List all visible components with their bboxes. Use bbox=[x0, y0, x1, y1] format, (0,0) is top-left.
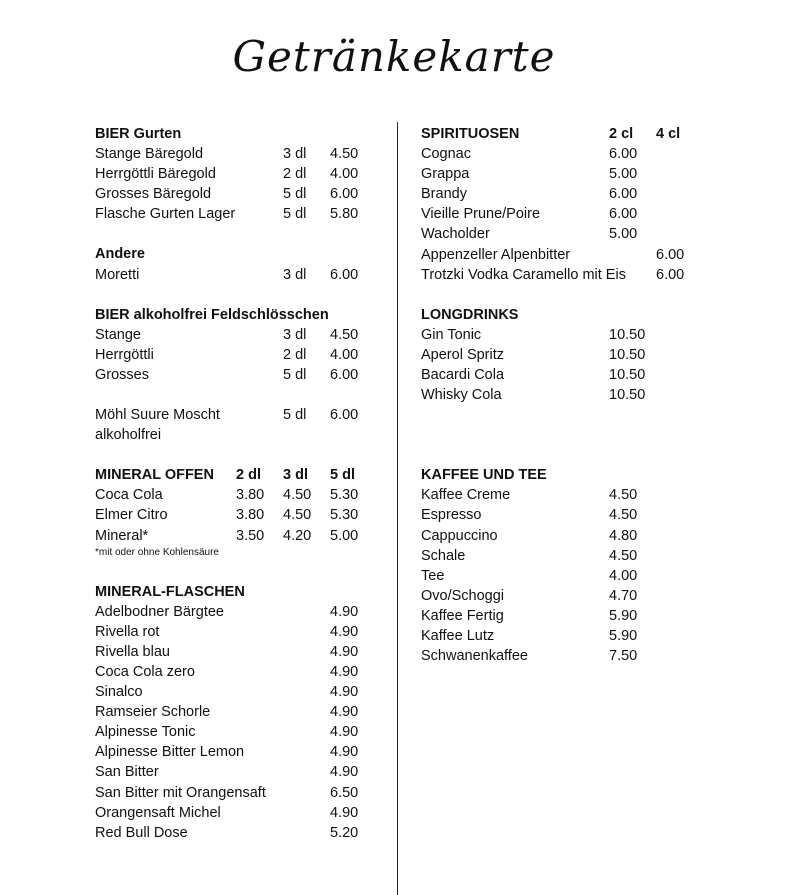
item-name: Kaffee Fertig bbox=[421, 607, 504, 624]
item-price: 4.90 bbox=[330, 623, 359, 640]
item-name: Orangensaft Michel bbox=[95, 804, 221, 821]
item-price-3dl: 4.50 bbox=[283, 507, 312, 524]
menu-item bbox=[421, 505, 751, 525]
section-header-bier-alkoholfrei bbox=[95, 305, 385, 325]
menu-item bbox=[95, 662, 385, 682]
item-price: 4.00 bbox=[609, 567, 638, 584]
menu-item bbox=[95, 485, 385, 505]
item-name: Coca Cola zero bbox=[95, 663, 195, 680]
menu-item bbox=[421, 365, 751, 385]
item-name: Stange bbox=[95, 326, 141, 343]
section-title: MINERAL OFFEN bbox=[95, 467, 214, 484]
section-header-spirituosen bbox=[421, 124, 751, 144]
item-price: 4.50 bbox=[330, 326, 359, 343]
item-size: 3 dl bbox=[283, 326, 307, 343]
item-price-2cl: 6.00 bbox=[609, 186, 638, 203]
menu-item bbox=[421, 626, 751, 646]
menu-item bbox=[95, 164, 385, 184]
item-price: 4.90 bbox=[330, 724, 359, 741]
menu-item bbox=[421, 485, 751, 505]
item-price: 6.00 bbox=[330, 266, 359, 283]
item-name: Ramseier Schorle bbox=[95, 704, 211, 721]
item-name: Bacardi Cola bbox=[421, 367, 505, 384]
item-price: 4.80 bbox=[609, 527, 638, 544]
menu-title: Getränkekarte bbox=[232, 32, 556, 81]
menu-item bbox=[421, 385, 751, 405]
menu-item bbox=[421, 224, 751, 244]
menu-item bbox=[95, 803, 385, 823]
menu-item bbox=[95, 722, 385, 742]
section-header-longdrinks bbox=[421, 305, 751, 325]
menu-item bbox=[95, 505, 385, 525]
item-price: 4.70 bbox=[609, 587, 638, 604]
column-divider bbox=[397, 122, 398, 895]
item-price: 4.90 bbox=[330, 744, 359, 761]
item-price: 5.20 bbox=[330, 824, 359, 841]
item-price-2cl: 5.00 bbox=[609, 226, 638, 243]
left-column bbox=[95, 124, 385, 843]
item-name: Cappuccino bbox=[421, 527, 498, 544]
item-size: 5 dl bbox=[283, 186, 307, 203]
item-price: 10.50 bbox=[609, 387, 646, 404]
right-column bbox=[421, 124, 751, 666]
item-price: 6.50 bbox=[330, 784, 359, 801]
item-price: 4.00 bbox=[330, 346, 359, 363]
item-name: Whisky Cola bbox=[421, 387, 502, 404]
item-price-3dl: 4.50 bbox=[283, 487, 312, 504]
section-title: Andere bbox=[95, 246, 145, 263]
item-name: Vieille Prune/Poire bbox=[421, 206, 541, 223]
menu-item bbox=[95, 405, 385, 425]
section-header-mineral-flaschen bbox=[95, 582, 385, 602]
size-header-2: 4 cl bbox=[656, 126, 681, 142]
item-price: 4.00 bbox=[330, 166, 359, 183]
item-name: Stange Bäregold bbox=[95, 146, 204, 163]
menu-item bbox=[421, 164, 751, 184]
item-price: 10.50 bbox=[609, 326, 646, 343]
menu-item-continued bbox=[95, 425, 385, 445]
item-name-line2: alkoholfrei bbox=[95, 427, 162, 444]
item-price: 4.50 bbox=[330, 146, 359, 163]
menu-item bbox=[95, 265, 385, 285]
menu-item bbox=[421, 566, 751, 586]
menu-item bbox=[421, 546, 751, 566]
menu-item bbox=[421, 526, 751, 546]
menu-item bbox=[95, 602, 385, 622]
item-name: Mineral* bbox=[95, 527, 149, 544]
menu-item bbox=[95, 204, 385, 224]
item-name: Wacholder bbox=[421, 226, 490, 243]
item-name: Grosses Bäregold bbox=[95, 186, 212, 203]
menu-item bbox=[421, 606, 751, 626]
footnote bbox=[95, 546, 385, 562]
item-price-4cl: 6.00 bbox=[656, 246, 685, 263]
item-price-5dl: 5.30 bbox=[330, 487, 359, 504]
item-price: 4.90 bbox=[330, 603, 359, 620]
item-price: 4.90 bbox=[330, 643, 359, 660]
section-header-andere bbox=[95, 244, 385, 264]
item-name: Red Bull Dose bbox=[95, 824, 188, 841]
item-price: 4.90 bbox=[330, 764, 359, 781]
section-header-mineral-offen bbox=[95, 465, 385, 485]
item-price: 4.90 bbox=[330, 704, 359, 721]
menu-item bbox=[95, 742, 385, 762]
menu-item bbox=[95, 823, 385, 843]
item-name: Kaffee Lutz bbox=[421, 627, 495, 644]
item-name: Grappa bbox=[421, 166, 470, 183]
item-size: 5 dl bbox=[283, 407, 307, 424]
section-title: LONGDRINKS bbox=[421, 306, 519, 323]
item-price-3dl: 4.20 bbox=[283, 527, 312, 544]
menu-item bbox=[95, 325, 385, 345]
item-size: 2 dl bbox=[283, 166, 307, 183]
item-name: Espresso bbox=[421, 507, 482, 524]
section-title: SPIRITUOSEN bbox=[421, 126, 520, 142]
item-price: 10.50 bbox=[609, 367, 646, 384]
section-header-kaffee-und-tee bbox=[421, 465, 751, 485]
item-name: Alpinesse Tonic bbox=[95, 724, 196, 741]
menu-item bbox=[421, 265, 751, 285]
item-name: Aperol Spritz bbox=[421, 346, 505, 363]
size-header-3: 5 dl bbox=[330, 467, 355, 484]
menu-item bbox=[95, 702, 385, 722]
size-header-2: 3 dl bbox=[283, 467, 308, 484]
menu-item bbox=[421, 184, 751, 204]
item-name: Cognac bbox=[421, 146, 471, 163]
menu-item bbox=[95, 526, 385, 546]
item-name: Schale bbox=[421, 547, 466, 564]
item-price: 5.90 bbox=[609, 627, 638, 644]
size-header-1: 2 cl bbox=[609, 126, 634, 142]
item-price: 4.90 bbox=[330, 804, 359, 821]
item-size: 5 dl bbox=[283, 366, 307, 383]
menu-item bbox=[95, 783, 385, 803]
item-name: Ovo/Schoggi bbox=[421, 587, 505, 604]
item-price-2dl: 3.50 bbox=[236, 527, 265, 544]
item-name: Trotzki Vodka Caramello mit Eis bbox=[421, 266, 626, 283]
menu-item bbox=[421, 325, 751, 345]
item-name: Adelbodner Bärgtee bbox=[95, 603, 224, 620]
item-name: Grosses bbox=[95, 366, 149, 383]
menu-item bbox=[95, 345, 385, 365]
item-name: Alpinesse Bitter Lemon bbox=[95, 744, 245, 761]
item-price-5dl: 5.30 bbox=[330, 507, 359, 524]
footnote-text: *mit oder ohne Kohlensäure bbox=[95, 546, 219, 558]
item-name: Rivella blau bbox=[95, 643, 170, 660]
menu-item bbox=[421, 245, 751, 265]
menu-item bbox=[421, 646, 751, 666]
section-title: BIER alkoholfrei Feldschlösschen bbox=[95, 306, 329, 323]
item-price: 4.90 bbox=[330, 684, 359, 701]
item-name: Flasche Gurten Lager bbox=[95, 206, 236, 223]
item-price: 5.90 bbox=[609, 607, 638, 624]
menu-item bbox=[95, 184, 385, 204]
item-name: Kaffee Creme bbox=[421, 487, 511, 504]
item-price: 6.00 bbox=[330, 407, 359, 424]
item-price: 7.50 bbox=[609, 648, 638, 665]
menu-item bbox=[421, 345, 751, 365]
item-price-2dl: 3.80 bbox=[236, 507, 265, 524]
item-name: San Bitter bbox=[95, 764, 159, 781]
item-price-2cl: 6.00 bbox=[609, 146, 638, 163]
item-name: Herrgöttli Bäregold bbox=[95, 166, 216, 183]
item-name: San Bitter mit Orangensaft bbox=[95, 784, 266, 801]
item-name: Sinalco bbox=[95, 684, 143, 701]
item-size: 3 dl bbox=[283, 266, 307, 283]
menu-item bbox=[95, 642, 385, 662]
item-name: Tee bbox=[421, 567, 445, 584]
item-price: 5.80 bbox=[330, 206, 359, 223]
size-header-1: 2 dl bbox=[236, 467, 261, 484]
item-name: Herrgöttli bbox=[95, 346, 154, 363]
item-price: 4.50 bbox=[609, 487, 638, 504]
item-name: Coca Cola bbox=[95, 487, 163, 504]
section-header-bier-gurten bbox=[95, 124, 385, 144]
menu-item bbox=[95, 762, 385, 782]
item-price: 10.50 bbox=[609, 346, 646, 363]
menu-item bbox=[95, 622, 385, 642]
item-name: Appenzeller Alpenbitter bbox=[421, 246, 571, 263]
menu-item bbox=[421, 586, 751, 606]
menu-item bbox=[95, 144, 385, 164]
item-price: 6.00 bbox=[330, 186, 359, 203]
item-size: 5 dl bbox=[283, 206, 307, 223]
item-price-2cl: 5.00 bbox=[609, 166, 638, 183]
item-name: Rivella rot bbox=[95, 623, 160, 640]
item-price: 6.00 bbox=[330, 366, 359, 383]
item-price: 4.90 bbox=[330, 663, 359, 680]
item-name: Möhl Suure Moscht bbox=[95, 407, 220, 424]
section-title: MINERAL-FLASCHEN bbox=[95, 583, 245, 600]
item-price-5dl: 5.00 bbox=[330, 527, 359, 544]
menu-item bbox=[421, 204, 751, 224]
item-price-4cl: 6.00 bbox=[656, 266, 685, 283]
item-price-2cl: 6.00 bbox=[609, 206, 638, 223]
item-name: Gin Tonic bbox=[421, 326, 482, 343]
item-name: Elmer Citro bbox=[95, 507, 168, 524]
item-name: Schwanenkaffee bbox=[421, 648, 528, 665]
item-size: 2 dl bbox=[283, 346, 307, 363]
section-title: KAFFEE UND TEE bbox=[421, 467, 547, 484]
section-title: BIER Gurten bbox=[95, 126, 182, 142]
item-price: 4.50 bbox=[609, 507, 638, 524]
menu-item bbox=[421, 144, 751, 164]
menu-item bbox=[95, 365, 385, 385]
item-name: Brandy bbox=[421, 186, 467, 203]
item-price: 4.50 bbox=[609, 547, 638, 564]
item-size: 3 dl bbox=[283, 146, 307, 163]
item-name: Moretti bbox=[95, 266, 140, 283]
item-price-2dl: 3.80 bbox=[236, 487, 265, 504]
menu-item bbox=[95, 682, 385, 702]
